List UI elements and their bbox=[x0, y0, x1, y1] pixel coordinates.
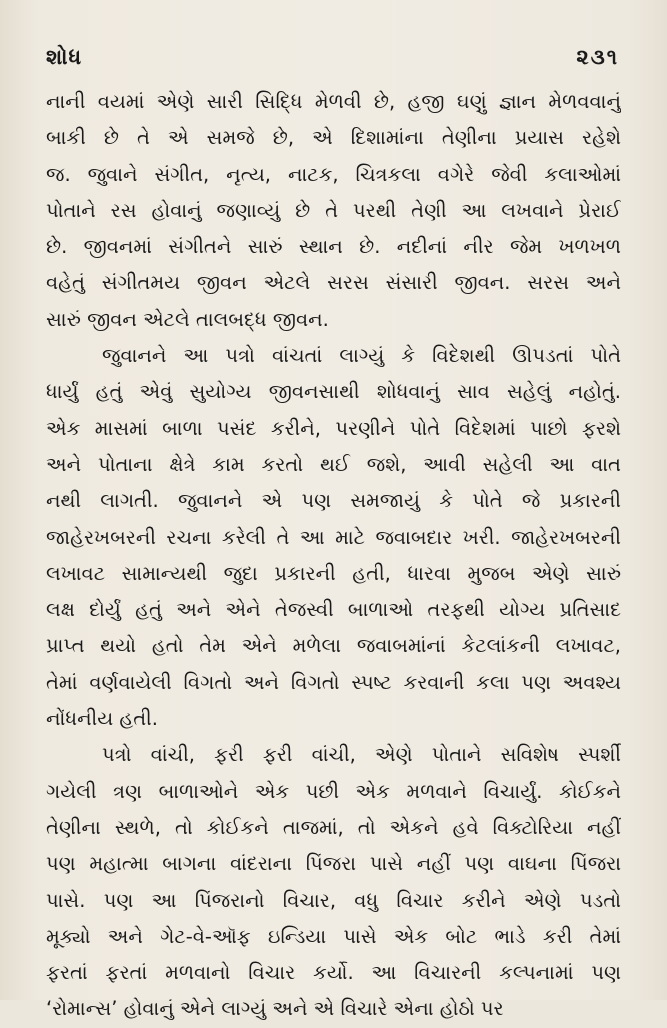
text-line: બાકી છે તે એ સમજે છે, એ દિશામાંના તેણીના પ્રયાસ રહેશે bbox=[46, 126, 621, 150]
text-line: પ્રાપ્ત થયો હતો તેમ એને મળેલા જવાબમાંનાં કેટલાંકની લખાવટ, bbox=[46, 634, 621, 658]
text-line: પાસે. પણ આ પિંજરાનો વિચાર, વધુ વિચાર કરીને એણે પડતો bbox=[46, 888, 621, 912]
text-line: જુવાનને આ પત્રો વાંચતાં લાગ્યું કે વિદેશથી ઊપડતાં પોતે bbox=[102, 344, 621, 368]
text-line: જાહેરખબરની રચના કરેલી તે આ માટે જવાબદાર ખરી. જાહેરખબરની bbox=[46, 525, 621, 549]
body-text bbox=[46, 84, 621, 1028]
text-line: ‘રોમાન્સ’ હોવાનું એને લાગ્યું અને એ વિચારે એના હોઠો પર bbox=[46, 997, 504, 1021]
text-line: સારું જીવન એટલે તાલબદ્ધ જીવન. bbox=[46, 307, 329, 331]
text-line: પત્રો વાંચી, ફરી ફરી વાંચી, એણે પોતાને સવિશેષ સ્પર્શી bbox=[102, 743, 621, 767]
running-header bbox=[46, 42, 619, 72]
text-line: લક્ષ દોર્યું હતું અને એને તેજસ્વી બાળાઓ તરફથી યોગ્ય પ્રતિસાદ bbox=[46, 598, 621, 622]
text-line: તેણીના સ્થળે, તો કોઈકને તાજમાં, તો એકને હવે વિક્ટોરિયા નહીં bbox=[46, 815, 621, 839]
page-number: ૨૩૧ bbox=[576, 44, 619, 69]
text-line: તેમાં વર્ણવાયેલી વિગતો અને વિગતો સ્પષ્ટ કરવાની કલા પણ અવશ્ય bbox=[46, 670, 621, 694]
text-line: મૂક્યો અને ગેટ-વે-ઑફ ઇન્ડિયા પાસે એક બોટ ભાડે કરી તેમાં bbox=[46, 924, 621, 948]
text-line: ગયેલી ત્રણ બાળાઓને એક પછી એક મળવાને વિચાર્યું. કોઈકને bbox=[46, 779, 621, 803]
paragraph bbox=[46, 338, 621, 737]
chapter-title: શોધ bbox=[46, 44, 83, 69]
text-line: અને પોતાના ક્ષેત્રે કામ કરતો થઈ જશે, આવી સહેલી આ વાત bbox=[46, 452, 621, 476]
text-line: પણ મહાત્મા બાગના વાંદરાના પિંજરા પાસે નહીં પણ વાઘના પિંજરા bbox=[46, 852, 621, 876]
text-line: નોંધનીય હતી. bbox=[46, 707, 158, 731]
text-line: ધાર્યું હતું એવું સુયોગ્ય જીવનસાથી શોધવાનું સાવ સહેલું નહોતું. bbox=[46, 380, 621, 404]
paragraph bbox=[46, 737, 621, 1027]
text-line: વહેતું સંગીતમય જીવન એટલે સરસ સંસારી જીવન. સરસ અને bbox=[46, 271, 621, 295]
text-line: નથી લાગતી. જુવાનને એ પણ સમજાયું કે પોતે જે પ્રકારની bbox=[46, 489, 621, 513]
text-line: ફરતાં ફરતાં મળવાનો વિચાર કર્યો. આ વિચારની કલ્પનામાં પણ bbox=[46, 961, 621, 985]
text-line: લખાવટ સામાન્યથી જુદા પ્રકારની હતી, ધારવા મુજબ એણે સારું bbox=[46, 561, 621, 585]
text-line: પોતાને રસ હોવાનું જણાવ્યું છે તે પરથી તેણી આ લખવાને પ્રેરાઈ bbox=[46, 198, 621, 222]
text-line: છે. જીવનમાં સંગીતને સારું સ્થાન છે. નદીનાં નીર જેમ ખળખળ bbox=[46, 235, 621, 259]
text-line: એક માસમાં બાળા પસંદ કરીને, પરણીને પોતે વિદેશમાં પાછો ફરશે bbox=[46, 416, 621, 440]
paragraph bbox=[46, 84, 621, 338]
text-line: નાની વયમાં એણે સારી સિદ્ધિ મેળવી છે, હજી ઘણું જ્ઞાન મેળવવાનું bbox=[46, 90, 621, 113]
text-line: જ. જુવાને સંગીત, નૃત્ય, નાટક, ચિત્રકલા વગેરે જેવી કલાઓમાં bbox=[46, 162, 621, 186]
